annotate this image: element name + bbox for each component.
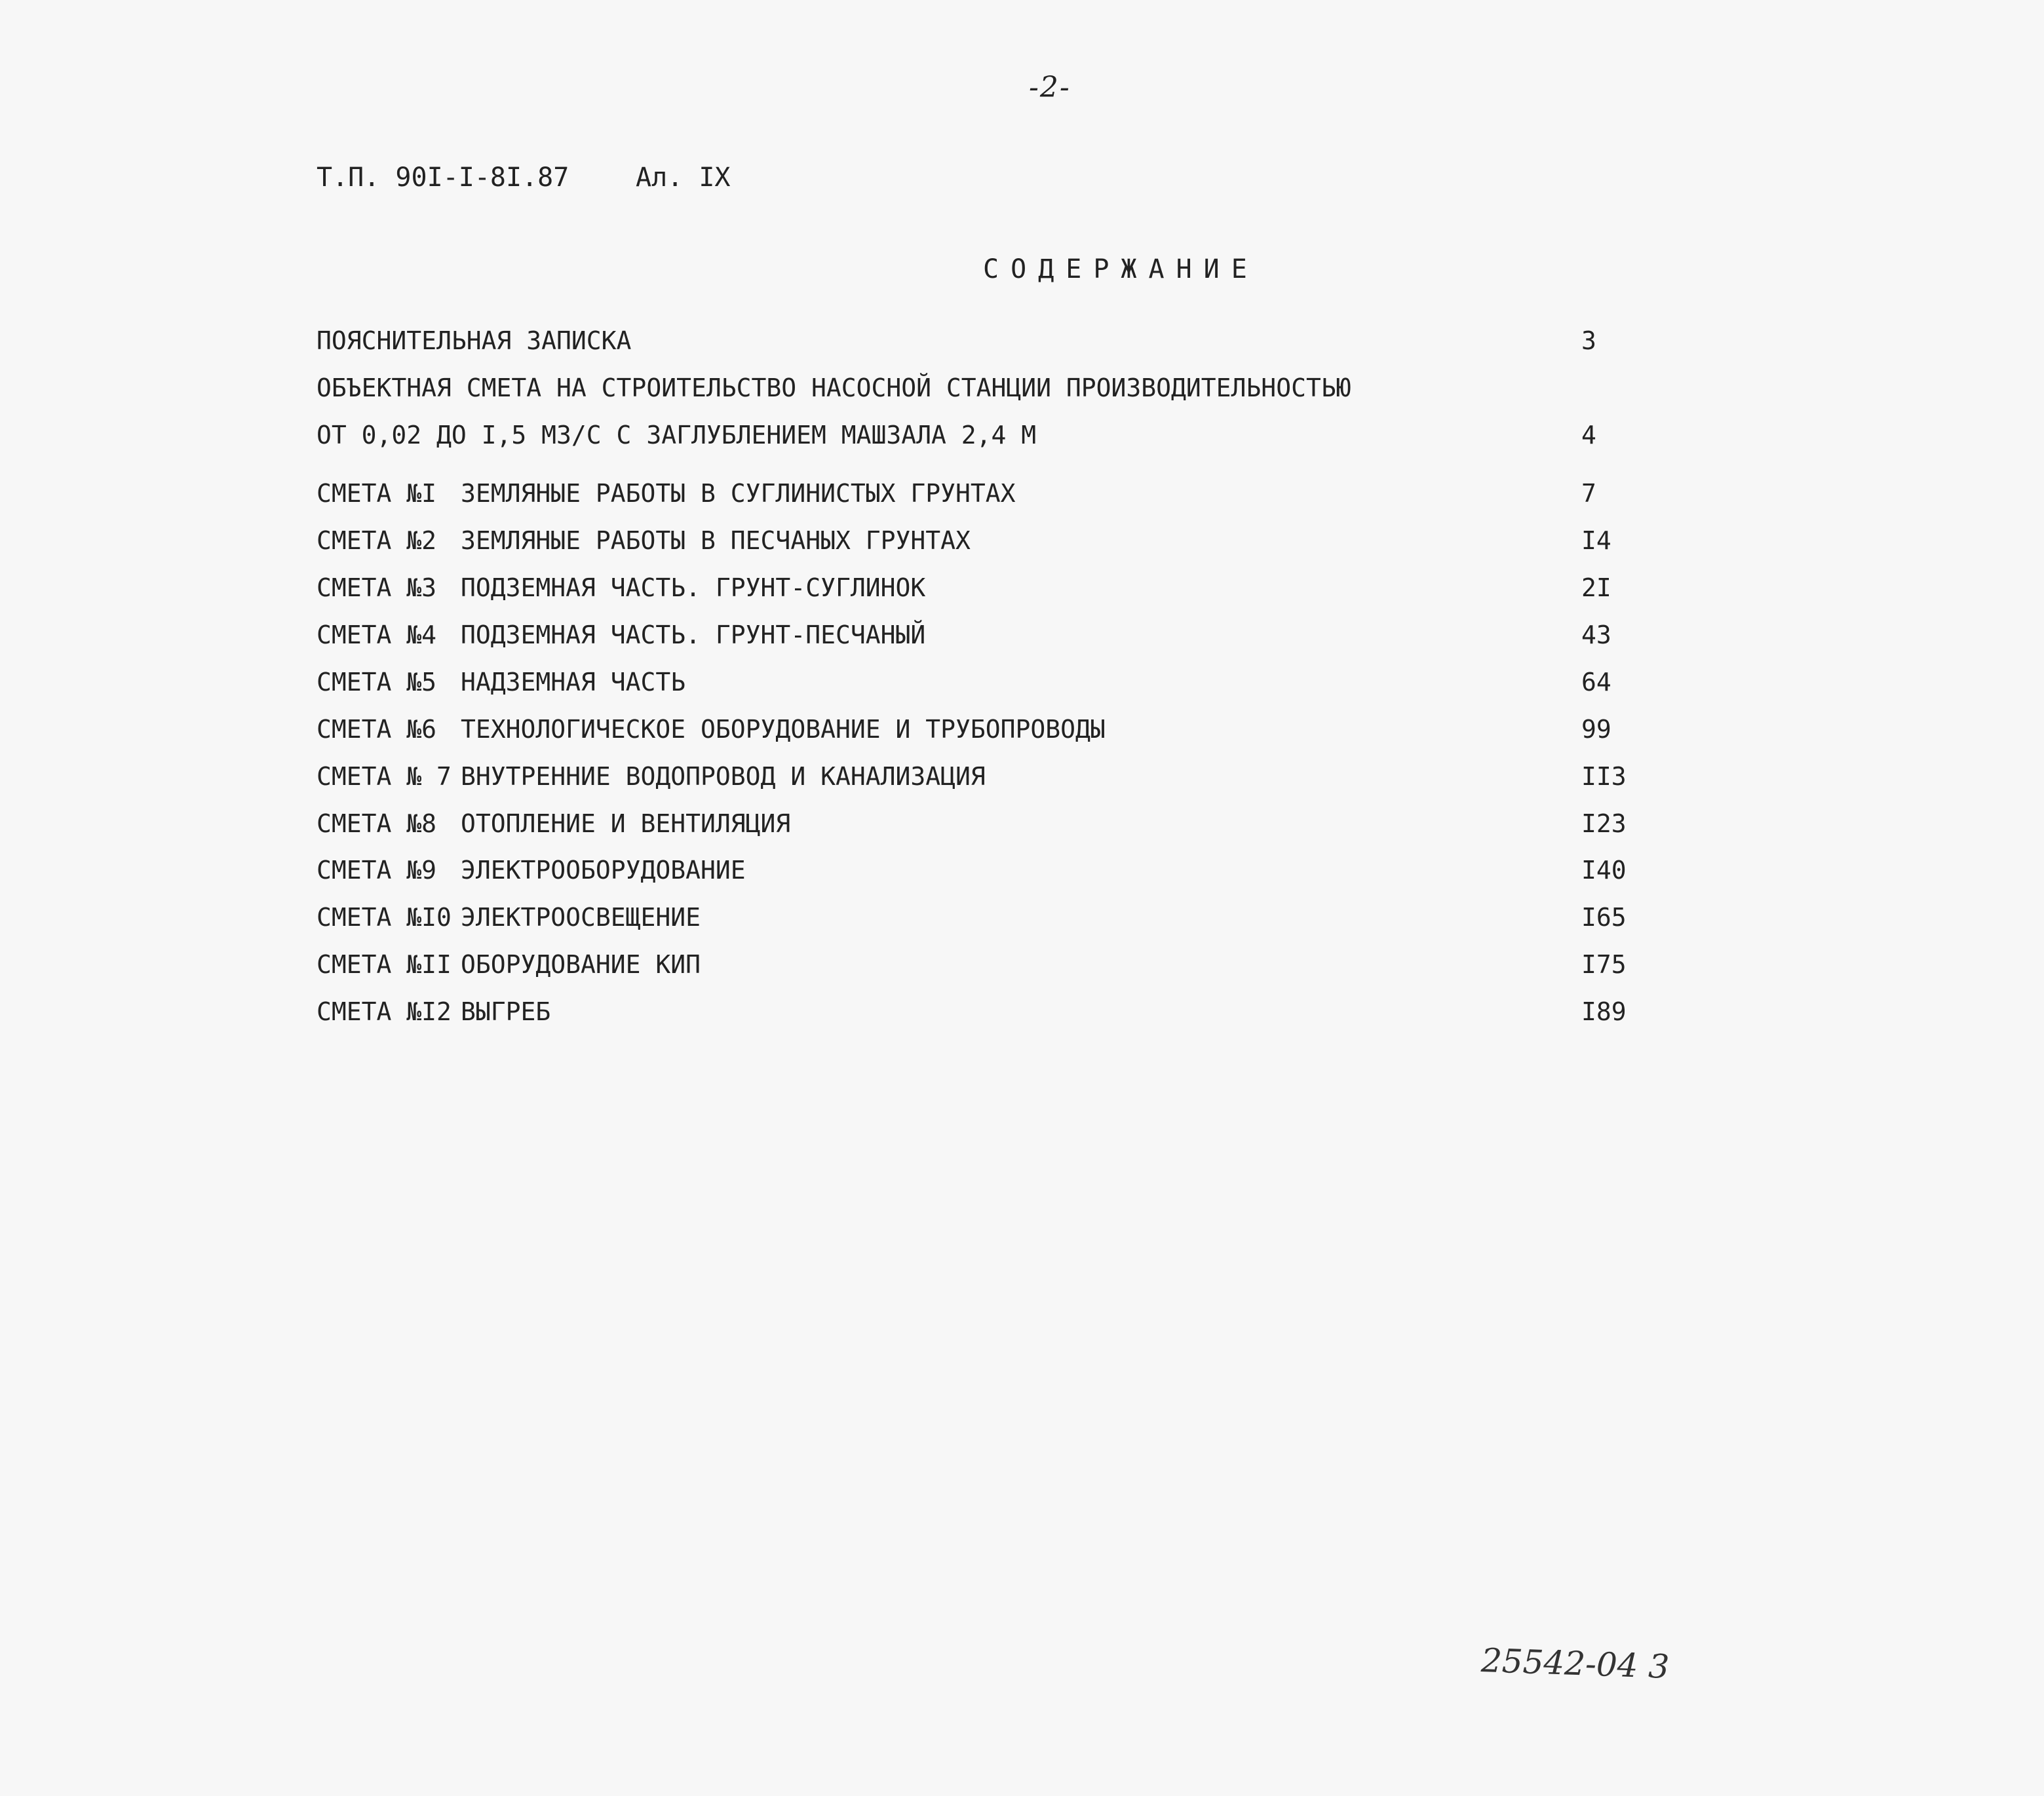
- document-code: Т.П. 90I-I-8I.87: [317, 162, 569, 193]
- toc-entry-page: 2I: [1581, 573, 1611, 602]
- toc-entry-page: 3: [1581, 326, 1596, 355]
- toc-entry-number: СМЕТА №4: [317, 621, 437, 649]
- toc-entry-number: СМЕТА №I2: [317, 997, 452, 1026]
- toc-entry-number: СМЕТА №II: [317, 950, 452, 979]
- toc-entry-number: СМЕТА №5: [317, 668, 437, 697]
- toc-entry: [317, 854, 1653, 887]
- toc-entry-page: I65: [1581, 903, 1627, 932]
- toc-entry-page: I75: [1581, 950, 1627, 979]
- toc-entry-title: ОБЪЕКТНАЯ СМЕТА НА СТРОИТЕЛЬСТВО НАСОСНОЙ СТАНЦИИ ПРОИЗВОДИТЕЛЬНОСТЬЮ: [317, 373, 1351, 402]
- toc-entry: [317, 524, 1653, 557]
- toc-entry-page: 43: [1581, 621, 1611, 649]
- toc-entry: [317, 713, 1653, 746]
- toc-entry-number: СМЕТА №8: [317, 809, 437, 838]
- toc-entry: [317, 807, 1653, 840]
- toc-entry-number: СМЕТА №I0: [317, 903, 452, 932]
- toc-entry: [317, 948, 1653, 981]
- toc-entry-page: I89: [1581, 997, 1627, 1026]
- toc-entry-title: ОБОРУДОВАНИЕ КИП: [461, 950, 701, 979]
- toc-entry-number: СМЕТА № 7: [317, 762, 452, 791]
- toc-entry-number: СМЕТА №6: [317, 715, 437, 744]
- toc-entry-page: II3: [1581, 762, 1627, 791]
- toc-entry-title: ЗЕМЛЯНЫЕ РАБОТЫ В ПЕСЧАНЫХ ГРУНТАХ: [461, 526, 971, 555]
- toc-entry-number: СМЕТА №3: [317, 573, 437, 602]
- toc-entry-title: ТЕХНОЛОГИЧЕСКОЕ ОБОРУДОВАНИЕ И ТРУБОПРОВОДЫ: [461, 715, 1106, 744]
- toc-entry-number: СМЕТА №I: [317, 479, 437, 508]
- toc-entry-title: ЗЕМЛЯНЫЕ РАБОТЫ В СУГЛИНИСТЫХ ГРУНТАХ: [461, 479, 1016, 508]
- toc-entry-page: I4: [1581, 526, 1611, 555]
- toc-entry: [317, 995, 1653, 1028]
- toc-entry: [317, 477, 1653, 510]
- toc-entry-number: СМЕТА №2: [317, 526, 437, 555]
- album-number: Ал. IX: [636, 162, 731, 193]
- toc-entry: [317, 619, 1653, 651]
- toc-entry-page: I23: [1581, 809, 1627, 838]
- toc-entry: [317, 419, 1653, 451]
- toc-entry-page: 64: [1581, 668, 1611, 697]
- toc-entry-title: ЭЛЕКТРООБОРУДОВАНИЕ: [461, 856, 746, 885]
- toc-entry: [317, 571, 1653, 604]
- toc-entry-number: СМЕТА №9: [317, 856, 437, 885]
- toc-entry-title: ПОЯСНИТЕЛЬНАЯ ЗАПИСКА: [317, 326, 632, 355]
- archive-stamp: 25542-04 3: [1480, 1641, 1670, 1686]
- toc-entry-title: ЭЛЕКТРООСВЕЩЕНИЕ: [461, 903, 701, 932]
- page-number: -2-: [1029, 71, 1071, 104]
- toc-entry-title: ВНУТРЕННИЕ ВОДОПРОВОД И КАНАЛИЗАЦИЯ: [461, 762, 986, 791]
- toc-entry-title: ПОДЗЕМНАЯ ЧАСТЬ. ГРУНТ-СУГЛИНОК: [461, 573, 926, 602]
- toc-entry-title: ВЫГРЕБ: [461, 997, 551, 1026]
- toc-entry-title: НАДЗЕМНАЯ ЧАСТЬ: [461, 668, 686, 697]
- toc-entry-page: I40: [1581, 856, 1627, 885]
- toc-entry-title: ОТ 0,02 ДО I,5 М3/С С ЗАГЛУБЛЕНИЕМ МАШЗАЛА 2,4 М: [317, 421, 1037, 449]
- toc-heading: СОДЕРЖАНИЕ: [983, 254, 1259, 284]
- toc-entry-title: ОТОПЛЕНИЕ И ВЕНТИЛЯЦИЯ: [461, 809, 791, 838]
- toc-entry-page: 99: [1581, 715, 1611, 744]
- toc-entry-page: 4: [1581, 421, 1596, 449]
- toc-entry: [317, 324, 1653, 357]
- toc-entry-title: ПОДЗЕМНАЯ ЧАСТЬ. ГРУНТ-ПЕСЧАНЫЙ: [461, 621, 926, 649]
- toc-entry: [317, 372, 1653, 404]
- toc-entry: [317, 760, 1653, 793]
- toc-entry: [317, 901, 1653, 934]
- toc-entry-page: 7: [1581, 479, 1596, 508]
- toc-entry: [317, 666, 1653, 698]
